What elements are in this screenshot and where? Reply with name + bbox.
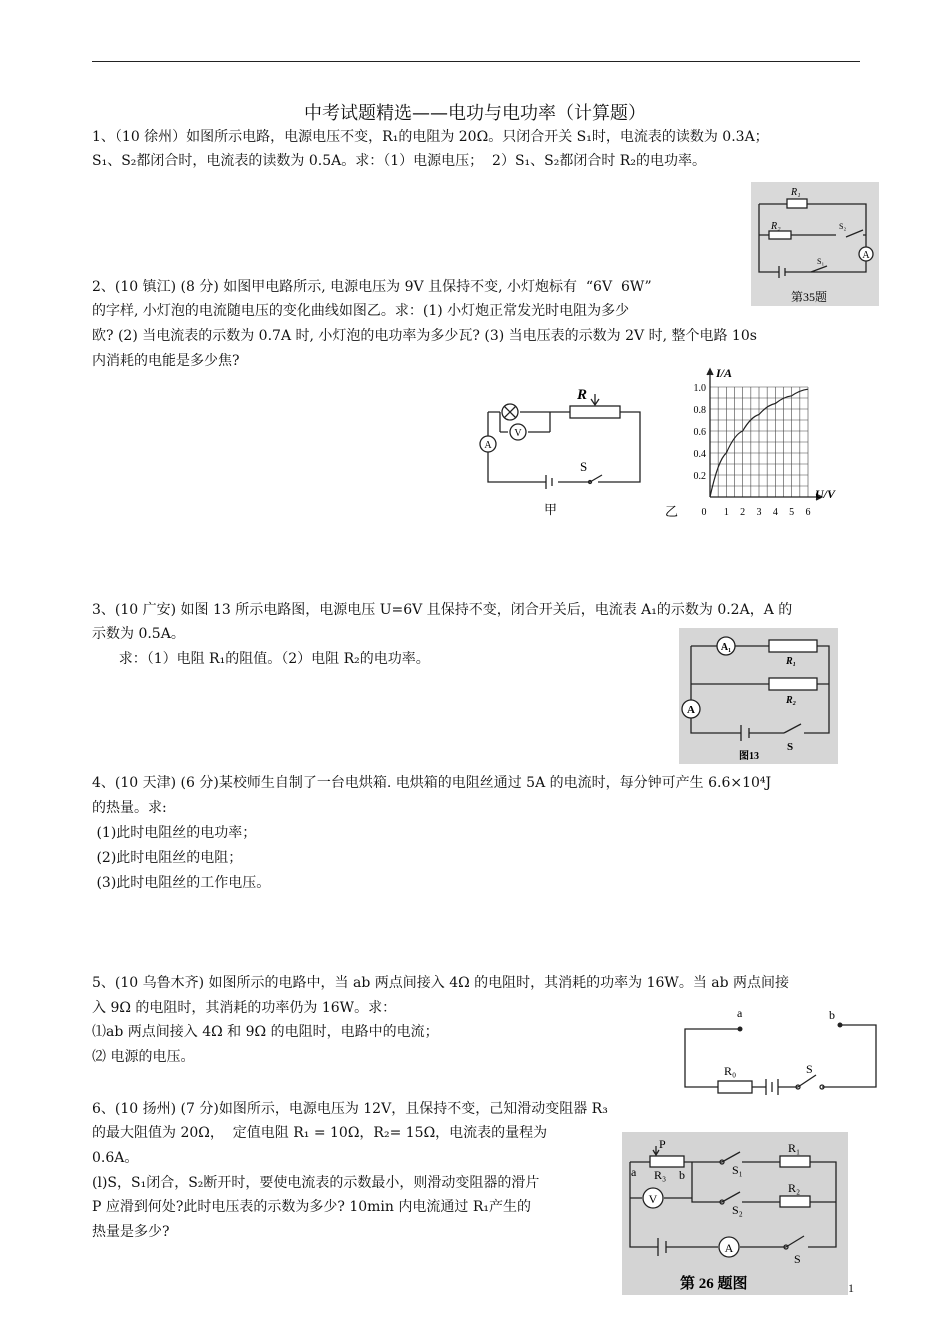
q5-terminal-b [838, 1023, 843, 1028]
q3-r1-label: R₁ [786, 656, 797, 667]
q6-p-label: P [659, 1137, 666, 1151]
q4-line-3: (1)此时电阻丝的电功率； [92, 825, 257, 841]
q2-graph-caption: 乙 [665, 504, 679, 519]
q6-line-2: 的最大阻值为 20Ω， 定值电阻 R₁ = 10Ω，R₂= 15Ω，电流表的量程为 [92, 1125, 548, 1141]
q3-line-1: 3、(10 广安) 如图 13 所示电路图，电源电压 U=6V 且保持不变，闭合开关后，电流表 A₁的示数为 0.2A，A 的 [92, 602, 793, 618]
q1-line-1: 1、（10 徐州）如图所示电路，电源电压不变，R₁的电阻为 20Ω。只闭合开关 S₁时，电流表的读数为 0.3A； [92, 129, 769, 145]
q4-line-1: 4、(10 天津) (6 分)某校师生自制了一台电烘箱. 电烘箱的电阻丝通过 5A 的电流时，每分钟可产生 6.6×10⁴J [92, 775, 772, 791]
q1-r1-label: R₁ [791, 187, 801, 198]
q5-line-1: 5、(10 乌鲁木齐) 如图所示的电路中，当 ab 两点间接入 4Ω 的电阻时，其消耗的功率为 16W。当 ab 两点间接 [92, 975, 790, 991]
x-tick-label: 1 [723, 507, 729, 518]
q6-r3-rheostat [650, 1156, 684, 1167]
q5-line-2: 入 9Ω 的电阻时，其消耗的功率仍为 16W。求： [92, 1000, 397, 1016]
header-rule [92, 61, 860, 62]
q5-battery [766, 1079, 778, 1095]
q6-line-4: (l)S，S₁闭合，S₂断开时，要使电流表的示数最小，则滑动变阻器的滑片 [92, 1175, 540, 1191]
q5-r0-label: R₀ [724, 1064, 737, 1078]
q1-r2-label: R₂ [771, 221, 781, 232]
q5-a-label: a [737, 1006, 743, 1020]
q3-line-2: 示数为 0.5A。 [92, 626, 185, 642]
q4-line-5: (3)此时电阻丝的工作电压。 [92, 875, 271, 891]
q1-circuit-figure [751, 182, 879, 306]
q2-rheostat-slider [591, 394, 599, 405]
q3-line-3: 求：（1）电阻 R₁的阻值。（2）电阻 R₂的电功率。 [92, 651, 430, 667]
q2-line-4: 内消耗的电能是多少焦? [92, 353, 240, 369]
q2-line-1: 2、(10 镇江) (8 分) 如图甲电路所示, 电源电压为 9V 且保持不变, 小灯炮标有 “6V 6W” [92, 279, 652, 295]
q6-line-6: 热量是多少? [92, 1224, 170, 1240]
q6-a-label: a [631, 1165, 637, 1179]
q6-r2-label: R₂ [788, 1181, 801, 1195]
x-tick-label: 0 [701, 507, 707, 518]
q2-line-3: 欧? (2) 当电流表的示数为 0.7A 时, 小灯泡的电功率为多少瓦? (3) 当电压表的示数为 2V 时, 整个电路 10s [92, 328, 757, 344]
q3-a1-label: A₁ [720, 642, 732, 653]
q2-iv-graph [660, 365, 850, 525]
graph-x-label: U/V [815, 487, 836, 501]
q2-switch-label: S [580, 459, 588, 474]
q6-line-1: 6、(10 扬州) (7 分)如图所示，电源电压为 12V，且保持不变，己知滑动变阻器 R₃ [92, 1101, 608, 1117]
q5-b-label: b [829, 1008, 835, 1022]
q3-switch-label: S [787, 741, 794, 753]
graph-axes [707, 369, 822, 500]
q3-r2-resistor [769, 678, 817, 690]
q6-circuit-figure [622, 1132, 848, 1295]
q3-r1-resistor [769, 640, 817, 652]
q5-line-4: ⑵ 电源的电压。 [92, 1049, 195, 1065]
q3-figure-caption: 图13 [739, 751, 759, 762]
q1-r2-resistor [769, 231, 791, 239]
q2-rheostat [570, 406, 620, 418]
x-tick-label: 2 [740, 507, 746, 518]
y-tick-label: 1.0 [693, 383, 706, 394]
q3-a-label: A [687, 704, 695, 716]
q6-line-5: P 应滑到何处?此时电压表的示数为多少? 10min 内电流通过 R₁产生的 [92, 1199, 531, 1215]
graph-tick-labels [694, 383, 811, 518]
q5-switch [796, 1075, 824, 1089]
x-tick-label: 4 [772, 507, 778, 518]
q2-line-2: 的字样, 小灯泡的电流随电压的变化曲线如图乙。求：(1) 小灯炮正常发光时电阻为多少 [92, 303, 630, 319]
q6-v-label: V [648, 1192, 658, 1206]
q5-circuit-figure [680, 1005, 882, 1095]
q2-circuit-figure [470, 380, 645, 520]
q4-line-4: (2)此时电阻丝的电阻； [92, 850, 243, 866]
q2-battery [546, 475, 552, 489]
graph-grid [710, 387, 808, 497]
graph-y-label: I/A [716, 366, 733, 380]
q3-r2-label: R₂ [786, 695, 797, 706]
q6-r1-label: R₁ [788, 1141, 801, 1155]
q1-ammeter-label: A [862, 250, 870, 261]
y-axis-arrow [707, 369, 713, 375]
q6-s1-label: S₁ [732, 1163, 743, 1177]
q5-line-3: ⑴ab 两点间接入 4Ω 和 9Ω 的电阻时，电路中的电流； [92, 1024, 439, 1040]
q5-terminal-a [738, 1027, 743, 1032]
q6-s-label: S [794, 1252, 801, 1266]
x-tick-label: 6 [805, 507, 811, 518]
page-number: 1 [848, 1281, 854, 1295]
q6-line-3: 0.6A。 [92, 1150, 139, 1166]
q6-figure-caption: 第 26 题图 [680, 1276, 748, 1292]
q1-r1-resistor [787, 199, 807, 208]
q1-line-2: S₁、S₂都闭合时，电流表的读数为 0.5A。求：（1）电源电压； 2）S₁、S₂都闭合时 R₂的电功率。 [92, 153, 706, 169]
y-tick-label: 0.6 [693, 427, 706, 438]
q4-line-2: 的热量。求: [92, 800, 167, 816]
q6-s2-label: S₂ [732, 1203, 743, 1217]
q1-s2-label: S₂ [839, 222, 847, 231]
q1-s1-label: S₁ [817, 257, 825, 266]
q2-ammeter-label: A [484, 440, 492, 451]
q6-ammeter-label: A [724, 1241, 734, 1255]
q2-circuit-caption: 甲 [544, 502, 558, 517]
page-title: 中考试题精选——电功与电功率（计算题） [304, 103, 646, 124]
x-tick-label: 5 [789, 507, 795, 518]
q5-switch-label: S [806, 1062, 813, 1076]
y-tick-label: 0.4 [693, 449, 706, 460]
y-tick-label: 0.2 [693, 471, 706, 482]
y-tick-label: 0.8 [693, 405, 706, 416]
q1-figure-caption: 第35题 [791, 290, 828, 304]
q2-rheostat-label: R [577, 387, 588, 403]
q5-r0-resistor [718, 1081, 752, 1093]
q3-circuit-figure [679, 628, 838, 764]
q6-r1-resistor [780, 1156, 810, 1167]
q6-r2-resistor [780, 1196, 810, 1207]
x-tick-label: 3 [756, 507, 762, 518]
q6-r3-label: R₃ [654, 1168, 667, 1182]
q2-voltmeter-label: V [514, 428, 522, 439]
q6-b-label: b [679, 1168, 685, 1182]
